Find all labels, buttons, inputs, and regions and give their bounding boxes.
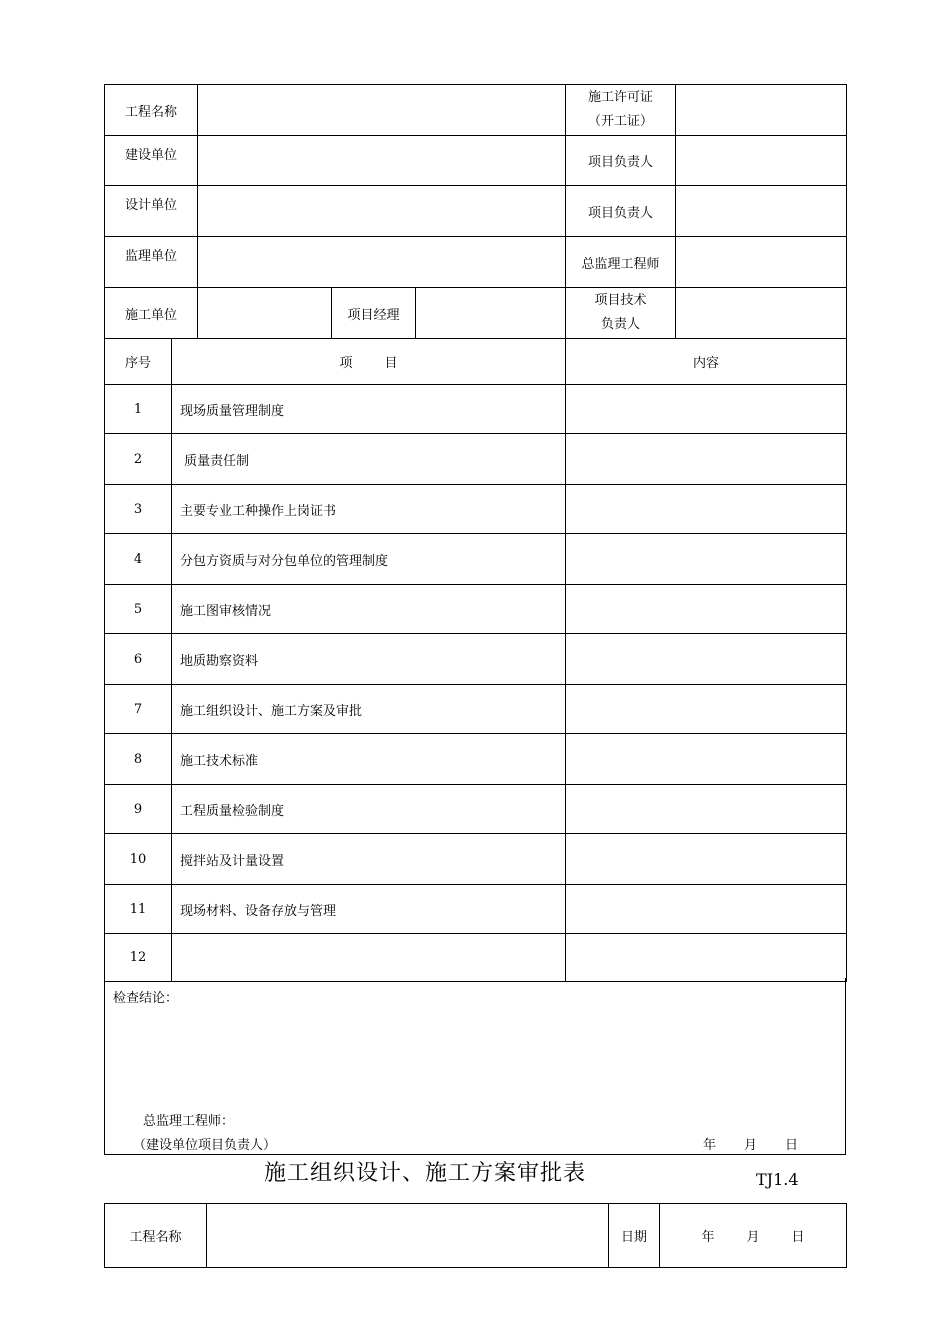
client-leader-label: 项目负责人 bbox=[566, 136, 676, 186]
row-supervision-unit bbox=[105, 237, 847, 288]
chief-supervisor-label: 总监理工程师 bbox=[566, 237, 676, 288]
row-content-field[interactable] bbox=[566, 385, 847, 434]
design-unit-label: 设计单位 bbox=[105, 186, 198, 237]
tech-leader-label bbox=[566, 288, 676, 339]
col-no-header: 序号 bbox=[105, 339, 172, 385]
row-item[interactable] bbox=[172, 934, 566, 982]
col-item-header-b: 目 bbox=[384, 356, 398, 371]
row-no: 5 bbox=[105, 585, 172, 634]
row-content-field[interactable] bbox=[566, 434, 847, 485]
approval-year: 年 bbox=[701, 1230, 715, 1245]
table-row bbox=[105, 734, 847, 785]
table-row bbox=[105, 685, 847, 734]
approval-form-table bbox=[104, 1203, 847, 1268]
row-no: 12 bbox=[105, 934, 172, 982]
design-unit-field[interactable] bbox=[198, 186, 566, 237]
row-item: 搅拌站及计量设置 bbox=[172, 834, 566, 885]
approval-project-name-field[interactable] bbox=[207, 1204, 609, 1268]
row-no: 6 bbox=[105, 634, 172, 685]
row-content-field[interactable] bbox=[566, 485, 847, 534]
project-name-label: 工程名称 bbox=[105, 85, 198, 136]
design-leader-field[interactable] bbox=[676, 186, 847, 237]
supervision-unit-label: 监理单位 bbox=[105, 237, 198, 288]
project-name-field[interactable] bbox=[198, 85, 566, 136]
tech-leader-line2: 负责人 bbox=[601, 317, 641, 332]
permit-label-line1: 施工许可证 bbox=[588, 90, 654, 105]
table-row bbox=[105, 534, 847, 585]
row-content-field[interactable] bbox=[566, 734, 847, 785]
client-unit-label: 建设单位 bbox=[105, 136, 198, 186]
permit-field[interactable] bbox=[676, 85, 847, 136]
row-no: 9 bbox=[105, 785, 172, 834]
row-design-unit bbox=[105, 186, 847, 237]
conclusion-date bbox=[703, 1134, 826, 1153]
row-content-field[interactable] bbox=[566, 785, 847, 834]
chief-supervisor-field[interactable] bbox=[676, 237, 847, 288]
row-construction-unit bbox=[105, 288, 847, 339]
date-day: 日 bbox=[785, 1138, 799, 1153]
project-manager-label: 项目经理 bbox=[332, 288, 416, 339]
row-no: 4 bbox=[105, 534, 172, 585]
table-row bbox=[105, 485, 847, 534]
row-item: 现场质量管理制度 bbox=[172, 385, 566, 434]
row-item: 分包方资质与对分包单位的管理制度 bbox=[172, 534, 566, 585]
row-no: 2 bbox=[105, 434, 172, 485]
chief-supervisor-signature-label: 总监理工程师： bbox=[143, 1114, 235, 1129]
col-item-header-a: 项 bbox=[339, 356, 353, 371]
row-item: 地质勘察资料 bbox=[172, 634, 566, 685]
table-row bbox=[105, 385, 847, 434]
supervision-unit-field[interactable] bbox=[198, 237, 566, 288]
client-leader-signature-label: （建设单位项目负责人） bbox=[133, 1138, 277, 1153]
row-content-field[interactable] bbox=[566, 934, 847, 982]
construction-unit-field[interactable] bbox=[198, 288, 332, 339]
table-row bbox=[105, 434, 847, 485]
row-no: 8 bbox=[105, 734, 172, 785]
inspection-conclusion-box[interactable] bbox=[104, 978, 846, 1155]
row-content-field[interactable] bbox=[566, 885, 847, 934]
row-item: 工程质量检验制度 bbox=[172, 785, 566, 834]
row-no: 1 bbox=[105, 385, 172, 434]
items-header-row bbox=[105, 339, 847, 385]
design-leader-label: 项目负责人 bbox=[566, 186, 676, 237]
table-row bbox=[105, 834, 847, 885]
col-content-header: 内容 bbox=[566, 339, 847, 385]
form-code: TJ1.4 bbox=[756, 1170, 799, 1189]
table-row bbox=[105, 634, 847, 685]
project-info-table bbox=[104, 84, 847, 339]
row-content-field[interactable] bbox=[566, 685, 847, 734]
conclusion-label: 检查结论： bbox=[113, 991, 179, 1006]
row-content-field[interactable] bbox=[566, 834, 847, 885]
date-year: 年 bbox=[703, 1138, 717, 1153]
construction-unit-label: 施工单位 bbox=[105, 288, 198, 339]
row-item: 现场材料、设备存放与管理 bbox=[172, 885, 566, 934]
approval-header-row bbox=[105, 1204, 847, 1268]
row-item: 施工组织设计、施工方案及审批 bbox=[172, 685, 566, 734]
row-no: 7 bbox=[105, 685, 172, 734]
client-unit-field[interactable] bbox=[198, 136, 566, 186]
client-leader-field[interactable] bbox=[676, 136, 847, 186]
row-project-name bbox=[105, 85, 847, 136]
row-no: 10 bbox=[105, 834, 172, 885]
col-item-header bbox=[172, 339, 566, 385]
row-content-field[interactable] bbox=[566, 585, 847, 634]
tech-leader-line1: 项目技术 bbox=[594, 293, 647, 308]
approval-date-label: 日期 bbox=[609, 1204, 660, 1268]
table-row bbox=[105, 785, 847, 834]
row-no: 11 bbox=[105, 885, 172, 934]
tech-leader-field[interactable] bbox=[676, 288, 847, 339]
row-no: 3 bbox=[105, 485, 172, 534]
date-month: 月 bbox=[744, 1138, 758, 1153]
row-item: 主要专业工种操作上岗证书 bbox=[172, 485, 566, 534]
row-item: 质量责任制 bbox=[172, 434, 566, 485]
permit-label bbox=[566, 85, 676, 136]
row-client-unit bbox=[105, 136, 847, 186]
approval-project-name-label: 工程名称 bbox=[105, 1204, 207, 1268]
approval-date-field[interactable] bbox=[660, 1204, 847, 1268]
project-manager-field[interactable] bbox=[416, 288, 566, 339]
table-row bbox=[105, 585, 847, 634]
permit-label-line2: （开工证） bbox=[588, 114, 654, 129]
row-item: 施工图审核情况 bbox=[172, 585, 566, 634]
table-row bbox=[105, 885, 847, 934]
approval-month: 月 bbox=[746, 1230, 760, 1245]
table-row bbox=[105, 934, 847, 982]
row-content-field[interactable] bbox=[566, 534, 847, 585]
row-content-field[interactable] bbox=[566, 634, 847, 685]
row-item: 施工技术标准 bbox=[172, 734, 566, 785]
inspection-items-table bbox=[104, 338, 847, 982]
approval-day: 日 bbox=[791, 1230, 805, 1245]
document-title: 施工组织设计、施工方案审批表 bbox=[264, 1161, 587, 1186]
